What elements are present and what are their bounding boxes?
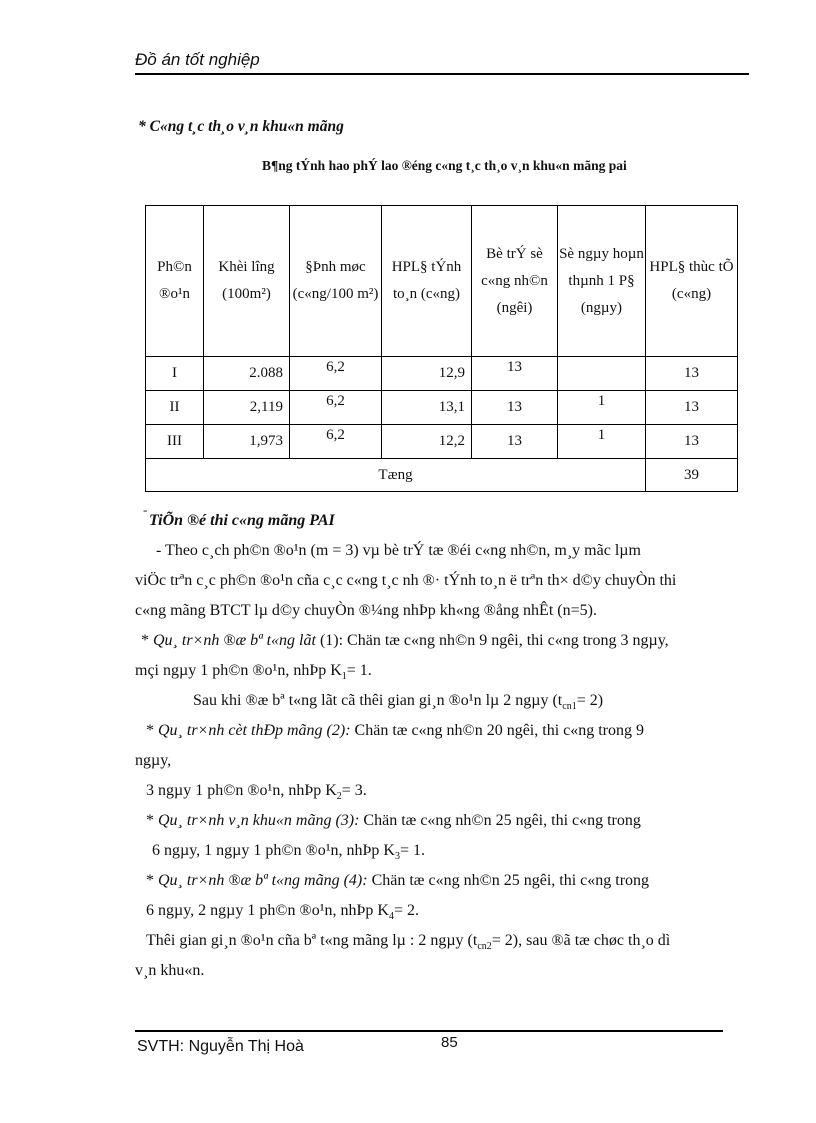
process-text: Chän tæ c«ng nh©n 25 ngêi, thi c«ng trong <box>359 812 641 829</box>
table-cell: 13 <box>646 357 738 391</box>
table-cell: 13,1 <box>382 391 472 425</box>
closing-text: Thêi gian gi¸n ®o¹n cña bª t«ng mãng lµ : 2 ngµy (t <box>146 932 478 949</box>
table-cell <box>558 357 646 391</box>
table-header-row <box>146 206 738 357</box>
table-cell: I <box>146 357 204 391</box>
header-rule <box>135 73 749 75</box>
process-1-line <box>141 632 669 650</box>
table-row <box>146 391 738 425</box>
process-text: = 2. <box>393 902 419 919</box>
table-cell: II <box>146 391 204 425</box>
header-cell: Sè ngµy hoµn thµnh 1 P§ (ngµy) <box>558 206 646 357</box>
table-cell: 2,119 <box>204 391 290 425</box>
labor-cost-table <box>145 205 738 492</box>
bullet-star: * <box>146 872 158 889</box>
process-title: Qu¸ tr×nh ®æ bª t«ng lãt <box>153 632 316 649</box>
table-cell: 12,2 <box>382 425 472 459</box>
section-heading: * C«ng t¸c th¸o v¸n khu«n mãng <box>138 118 344 135</box>
header-cell: Khèi lîng (100m²) <box>204 206 290 357</box>
table-cell: 6,2 <box>290 357 382 391</box>
table-row <box>146 425 738 459</box>
process-text: mçi ngµy 1 ph©n ®o¹n, nhÞp K <box>135 662 342 679</box>
process-4-line <box>146 872 649 890</box>
table-cell: 1,973 <box>204 425 290 459</box>
table-row <box>146 357 738 391</box>
closing-line-2: v¸n khu«n. <box>135 962 205 979</box>
header-cell: §Þnh møc (c«ng/100 m²) <box>290 206 382 357</box>
process-1-note <box>193 692 603 712</box>
total-label: Tæng <box>146 459 646 492</box>
table-cell: 13 <box>472 357 558 391</box>
bullet-star: * <box>146 722 158 739</box>
closing-text: = 2), sau ®ã tæ chøc th¸o dì <box>491 932 671 949</box>
process-text: 3 ngµy 1 ph©n ®o¹n, nhÞp K <box>146 782 337 799</box>
table-cell: 13 <box>646 391 738 425</box>
table-cell: III <box>146 425 204 459</box>
table-cell: 13 <box>646 425 738 459</box>
process-title: Qu¸ tr×nh v¸n khu«n mãng (3): <box>158 812 360 829</box>
process-4-line-2 <box>146 902 419 922</box>
process-text: = 3. <box>341 782 367 799</box>
process-2-line-3 <box>146 782 367 802</box>
process-text: 6 ngµy, 2 ngµy 1 ph©n ®o¹n, nhÞp K <box>146 902 389 919</box>
process-1-line-2 <box>135 662 372 682</box>
table-cell: 12,9 <box>382 357 472 391</box>
header-cell: HPL§ thùc tÕ (c«ng) <box>646 206 738 357</box>
header-cell: Bè trÝ sè c«ng nh©n (ngêi) <box>472 206 558 357</box>
paragraph-line: viÖc trªn c¸c ph©n ®o¹n cña c¸c c«ng t¸c nh ®· tÝnh to¸n ë trªn th× d©y chuyÒn thi <box>135 572 677 589</box>
total-value: 39 <box>646 459 738 492</box>
process-3-line <box>146 812 641 830</box>
dash-marker: - <box>143 502 148 517</box>
subscript: 2 <box>336 791 342 803</box>
table-cell: 6,2 <box>290 391 382 425</box>
table-cell: 1 <box>558 391 646 425</box>
table-cell: 13 <box>472 425 558 459</box>
paragraph-line: - Theo c¸ch ph©n ®o¹n (m = 3) vµ bè trÝ tæ ®éi c«ng nh©n, m¸y mãc lµm <box>156 542 641 559</box>
footer-author: SVTH: Nguyễn Thị Hoà <box>137 1038 304 1055</box>
subheading: TiÕn ®é thi c«ng mãng PAI <box>149 512 335 529</box>
footer-rule <box>135 1030 723 1032</box>
table-total-row <box>146 459 738 492</box>
subscript: 1 <box>341 671 347 683</box>
bullet-star: * <box>141 632 153 649</box>
table-cell: 2.088 <box>204 357 290 391</box>
process-text: Chän tæ c«ng nh©n 20 ngêi, thi c«ng trong 9 <box>350 722 645 739</box>
subscript: 3 <box>394 851 400 863</box>
note-text: = 2) <box>576 692 604 709</box>
closing-line <box>146 932 670 952</box>
header-cell: Ph©n ®o¹n <box>146 206 204 357</box>
table-cell: 13 <box>472 391 558 425</box>
process-text: Chän tæ c«ng nh©n 25 ngêi, thi c«ng trong <box>367 872 650 889</box>
bullet-star: * <box>146 812 158 829</box>
process-2-line <box>146 722 644 740</box>
header-title: Đồ án tốt nghiệp <box>135 50 260 69</box>
table-caption: B¶ng tÝnh hao phÝ lao ®éng c«ng t¸c th¸o v¸n khu«n mãng pai <box>262 158 627 173</box>
table-cell: 1 <box>558 425 646 459</box>
note-text: Sau khi ®æ bª t«ng lãt cã thêi gian gi¸n ®o¹n lµ 2 ngµy (t <box>193 692 563 709</box>
header-cell: HPL§ tÝnh to¸n (c«ng) <box>382 206 472 357</box>
table-cell: 6,2 <box>290 425 382 459</box>
paragraph-line: c«ng mãng BTCT lµ d©y chuyÒn ®¼ng nhÞp kh«ng ®ång nhÊt (n=5). <box>135 602 597 619</box>
subscript: 4 <box>388 911 394 923</box>
subscript: cn2 <box>477 941 492 953</box>
process-text: = 1. <box>399 842 425 859</box>
page-number: 85 <box>441 1034 458 1051</box>
process-title: Qu¸ tr×nh ®æ bª t«ng mãng (4): <box>158 872 368 889</box>
process-text: (1): Chän tæ c«ng nh©n 9 ngêi, thi c«ng trong 3 ngµy, <box>315 632 669 649</box>
process-3-line-2 <box>152 842 425 862</box>
subscript: cn1 <box>562 701 577 713</box>
process-text: = 1. <box>346 662 372 679</box>
process-title: Qu¸ tr×nh cèt thÐp mãng (2): <box>158 722 351 739</box>
process-2-word: ngµy, <box>135 752 172 769</box>
process-text: 6 ngµy, 1 ngµy 1 ph©n ®o¹n, nhÞp K <box>152 842 395 859</box>
